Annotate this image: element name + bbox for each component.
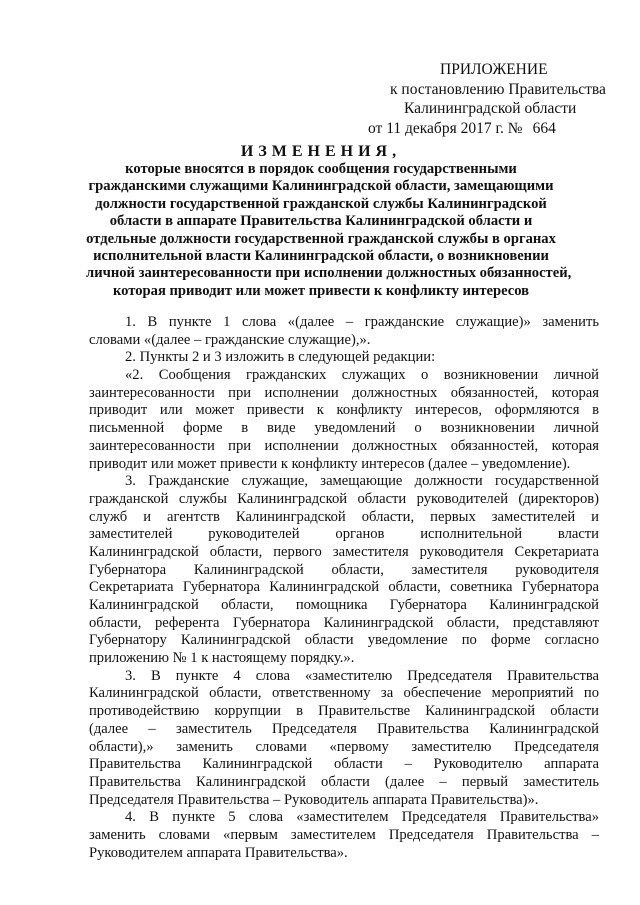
appendix-date-line (368, 119, 608, 139)
subtitle-line: области в аппарате Правительства Калининградской области и (109, 213, 533, 230)
appendix-resolution-line: к постановлению Правительства (390, 80, 606, 98)
paragraph-line: области, референта Губернатора Калининградской области, представляют (89, 614, 599, 631)
paragraph-line: Руководителем аппарата Правительства». (89, 844, 348, 861)
paragraph-line: Губернатору Калининградской области уведомление по форме согласно (89, 632, 599, 649)
paragraph (89, 367, 599, 473)
appendix-number: 664 (532, 119, 556, 137)
paragraph-line: заменить словами «первым заместителем Председателя Правительства – (89, 826, 599, 843)
paragraph-line: 1. В пункте 1 слова «(далее – гражданские служащие)» заменить (125, 314, 599, 330)
paragraph-line: Правительства Калининградской области (далее – первый заместитель (89, 773, 599, 790)
paragraph (89, 668, 599, 810)
subtitle-line: которая приводит или может привести к конфликту интересов (112, 282, 530, 299)
paragraph-line: приводит или может привести к конфликту интересов, оформляются в (89, 402, 599, 419)
subtitle-line: исполнительной власти Калининградской области, о возникновении (93, 248, 549, 265)
document-body (89, 314, 599, 862)
paragraph-line: Калининградской области, ответственному за обеспечение мероприятий по (89, 685, 599, 702)
paragraph-line: заинтересованности при исполнении должностных обязанностей, которая (89, 384, 599, 401)
appendix-block (368, 60, 608, 138)
document-heading: ИЗМЕНЕНИЯ, (240, 143, 402, 160)
appendix-region-line: Калининградской области (404, 100, 577, 117)
paragraph-line: словами «(далее – гражданские служащие),». (89, 331, 371, 348)
paragraph-line: заместителей руководителей органов исполнительной власти (89, 526, 599, 543)
appendix-title: ПРИЛОЖЕНИЕ (440, 61, 548, 78)
paragraph-line: 3. В пункте 4 слова «заместителю Председателя Правительства (125, 667, 599, 684)
paragraph-line: Председателя Правительства – Руководитель аппарата Правительства)». (89, 791, 539, 808)
paragraph-line: Правительства Калининградской области – Руководителю аппарата (89, 756, 599, 773)
paragraph (89, 473, 599, 668)
paragraph-line: области),» заменить словами «первому заместителю Председателя (89, 738, 599, 755)
subtitle-line: которые вносятся в порядок сообщения государственными (125, 161, 517, 177)
paragraph-line: приводит или может привести к конфликту интересов (далее – уведомление). (89, 455, 571, 472)
paragraph-line: приложению № 1 к настоящему порядку.». (89, 650, 355, 667)
paragraph-line: 4. В пункте 5 слова «заместителем Председателя Правительства» (125, 809, 599, 826)
paragraph-line: 3. Гражданские служащие, замещающие должности государственной (125, 473, 599, 490)
paragraph-line: служб и агентств Калининградской области, первых заместителей и (89, 508, 599, 525)
paragraph-line: противодействию коррупции в Правительстве Калининградской области (89, 703, 599, 720)
paragraph-line: письменной форме в виде уведомлений о возникновении личной (89, 420, 599, 437)
paragraph-line: гражданской службы Калининградской области руководителей (директоров) (89, 490, 599, 507)
paragraph-line: заинтересованности при исполнении должностных обязанностей, которая (89, 437, 599, 454)
appendix-date: от 11 декабря 2017 г. № (368, 119, 523, 137)
paragraph-line: Секретариата Губернатора Калининградской области, советника Губернатора (89, 579, 599, 596)
paragraph (89, 809, 599, 862)
paragraph (89, 314, 599, 349)
subtitle-line: должности государственной гражданской службы Калининградской (95, 195, 547, 212)
paragraph (89, 349, 599, 367)
paragraph-line: Губернатора Калининградской области, заместителя руководителя (89, 561, 599, 578)
paragraph-line: (далее – заместитель Председателя Правительства Калининградской (89, 720, 599, 737)
subtitle-line: гражданскими служащими Калининградской области, замещающими (88, 178, 554, 195)
paragraph-line: Калининградской области, первого заместителя руководителя Секретариата (89, 543, 599, 560)
paragraph-line: Калининградской области, помощника Губернатора Калининградской (89, 597, 599, 613)
paragraph-line: 2. Пункты 2 и 3 изложить в следующей редакции: (125, 349, 436, 366)
document-subtitle (86, 161, 572, 300)
subtitle-line: отдельные должности государственной гражданской службы в органах (86, 230, 556, 247)
paragraph-line: «2. Сообщения гражданских служащих о возникновении личной (125, 367, 599, 384)
subtitle-line: личной заинтересованности при исполнении должностных обязанностей, (86, 265, 572, 282)
